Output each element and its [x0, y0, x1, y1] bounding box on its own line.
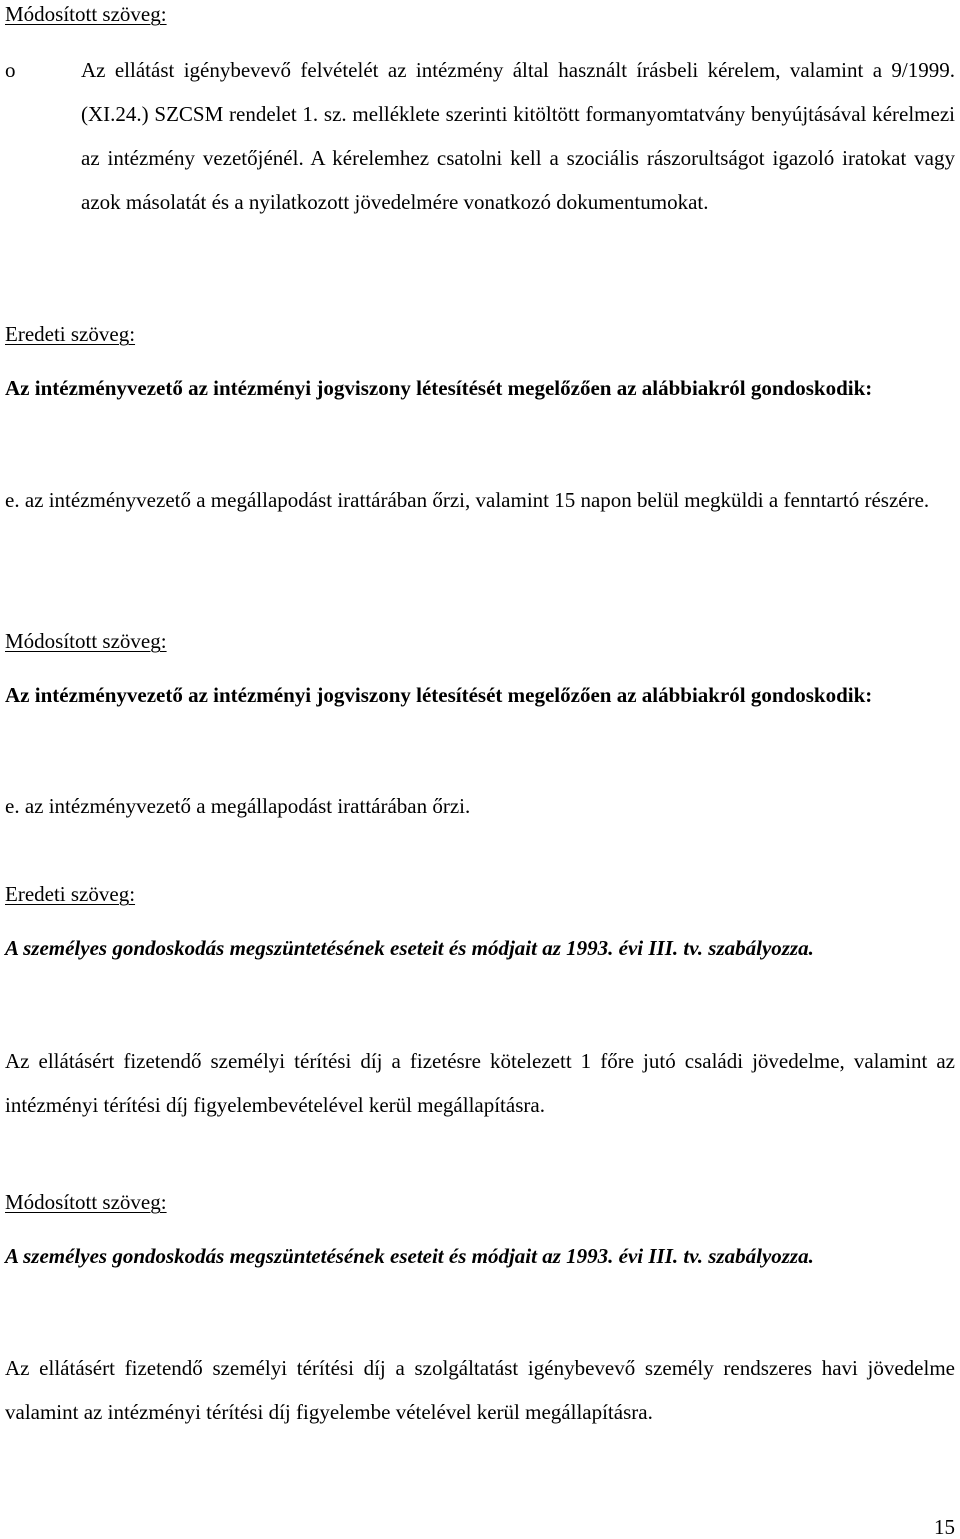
section-label-modified: Módosított szöveg: — [5, 1190, 167, 1214]
bullet-item-text: Az ellátást igénybevevő felvételét az intézmény által használt írásbeli kérelem, valamint a 9/1999. (XI.24.) SZCSM rendelet 1. sz. melléklete szerinti kitöltött formanyomtatvány benyújtásával kérelmezi az intézmény vezetőjénél. A kérelemhez csatolni kell a szociális rászorultságot igazoló iratokat vagy azok másolatát és a nyilatkozott jövedelmére vonatkozó dokumentumokat. — [81, 58, 955, 214]
section-heading: Az intézményvezető az intézményi jogviszony létesítését megelőzően az alábbiakról gondoskodik: — [5, 376, 873, 400]
list-item-e: e. az intézményvezető a megállapodást irattárában őrzi. — [5, 794, 471, 818]
section-label-modified: Módosított szöveg: — [5, 629, 167, 653]
list-item-e: e. az intézményvezető a megállapodást irattárában őrzi, valamint 15 napon belül megküldi a fenntartó részére. — [5, 488, 930, 512]
bullet-list-item — [5, 48, 955, 224]
page-number: 15 — [934, 1515, 955, 1539]
section-label-original: Eredeti szöveg: — [5, 882, 136, 906]
section-heading: Az intézményvezető az intézményi jogviszony létesítését megelőzően az alábbiakról gondoskodik: — [5, 683, 873, 707]
body-paragraph: Az ellátásért fizetendő személyi térítési díj a fizetésre kötelezett 1 főre jutó családi jövedelme, valamint az intézményi térítési díj figyelembevételével kerül megállapításra. — [5, 1049, 955, 1117]
section-label-original: Eredeti szöveg: — [5, 322, 136, 346]
body-paragraph: Az ellátásért fizetendő személyi térítési díj a szolgáltatást igénybevevő személy rendszeres havi jövedelme valamint az intézményi térítési díj figyelembe vételével kerül megállapításra. — [5, 1356, 955, 1424]
section-heading: A személyes gondoskodás megszüntetésének eseteit és módjait az 1993. évi III. tv. szabályozza. — [5, 1244, 814, 1268]
section-label-modified: Módosított szöveg: — [5, 2, 167, 26]
bullet-marker: o — [5, 58, 16, 82]
section-heading: A személyes gondoskodás megszüntetésének eseteit és módjait az 1993. évi III. tv. szabályozza. — [5, 936, 814, 960]
